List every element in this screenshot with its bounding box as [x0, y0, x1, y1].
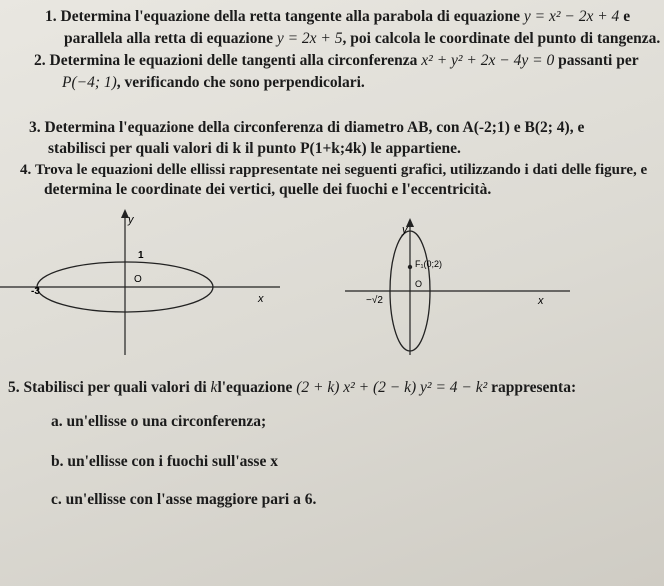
- exercise-5-item-c: [51, 491, 316, 509]
- exercise-1-line-2: [64, 30, 660, 48]
- exercise-5-k: k: [210, 379, 218, 396]
- item-a-text: un'ellisse o una circonferenza;: [66, 413, 267, 430]
- exercise-4-number: 4.: [20, 162, 32, 178]
- exercise-2-line-2-end: , verificando che sono perpendicolari.: [116, 74, 365, 91]
- exercise-1-line-1: [45, 8, 630, 26]
- exercise-5-equation: (2 + k) x² + (2 − k) y² = 4 − k²: [296, 379, 488, 396]
- exercise-4-text-2: determina le coordinate dei vertici, quelle dei fuochi e l'eccentricità.: [44, 181, 492, 198]
- item-c-text: un'ellisse con l'asse maggiore pari a 6.: [65, 491, 317, 508]
- exercise-2-line-1: [34, 52, 639, 70]
- exercise-3-line-1: [29, 119, 584, 137]
- focus-point: [408, 265, 412, 269]
- exercise-2-text-end: passanti per: [558, 52, 639, 69]
- exercise-5-item-a: [51, 413, 266, 431]
- origin-right: O: [415, 279, 423, 289]
- ellipse-graph-right: [340, 205, 664, 365]
- exercise-5-text: Stabilisci per quali valori di: [23, 379, 207, 396]
- exercise-3-text: Determina l'equazione della circonferenza di diametro AB, con A(-2;1) e B(2; 4), e: [44, 119, 585, 136]
- exercise-1-number: 1.: [45, 8, 57, 25]
- item-a-letter: a.: [51, 413, 63, 430]
- ellipse-graph-left: [0, 205, 290, 365]
- y-label-right: y: [402, 224, 408, 236]
- item-b-letter: b.: [51, 453, 64, 470]
- x-label-left: x: [258, 293, 264, 305]
- exercise-5-text-end: rappresenta:: [491, 379, 577, 396]
- exercise-2-line-2: [62, 74, 365, 92]
- exercise-4-line-2: [44, 181, 491, 199]
- exercise-1-text-end: e: [623, 8, 631, 25]
- exercise-1-line-equation: y = 2x + 5: [276, 30, 343, 47]
- tick-x-left: -3: [31, 286, 40, 297]
- exercise-4-line-1: [20, 161, 647, 179]
- exercise-3-number: 3.: [29, 119, 41, 136]
- exercise-4-text: Trova le equazioni delle ellissi rappresentate nei seguenti grafici, utilizzando i dati delle figure, e: [35, 162, 648, 178]
- origin-left: O: [134, 274, 142, 285]
- item-b-text: un'ellisse con i fuochi sull'asse x: [67, 453, 278, 470]
- exercise-2-number: 2.: [34, 52, 46, 69]
- exercise-5-text-2: l'equazione: [217, 379, 293, 396]
- exercise-2-circle-equation: x² + y² + 2x − 4y = 0: [421, 52, 555, 69]
- exercise-1-parabola-equation: y = x² − 2x + 4: [523, 8, 620, 25]
- exercise-3-text-2: stabilisci per quali valori di k il punto P(1+k;4k) le appartiene.: [48, 140, 461, 157]
- item-c-letter: c.: [51, 491, 62, 508]
- tick-y-left: 1: [138, 250, 144, 261]
- y-label-left: y: [128, 214, 134, 226]
- exercise-2-text: Determina le equazioni delle tangenti alla circonferenza: [49, 52, 418, 69]
- exercise-3-line-2: [48, 140, 461, 158]
- exercise-1-line-2-text: parallela alla retta di equazione: [64, 30, 273, 47]
- exercise-5-number: 5.: [8, 379, 20, 396]
- x-label-right: x: [538, 295, 544, 307]
- focus-label: F₁(0;2): [415, 259, 443, 269]
- exercise-2-point: P(−4; 1): [62, 74, 117, 91]
- exercise-5-item-b: [51, 453, 278, 471]
- exercise-1-text: Determina l'equazione della retta tangente alla parabola di equazione: [60, 8, 521, 25]
- tick-x-right: −√2: [366, 295, 383, 306]
- exercise-1-line-2-end: , poi calcola le coordinate del punto di tangenza.: [342, 30, 661, 47]
- exercise-5-line-1: [8, 379, 576, 397]
